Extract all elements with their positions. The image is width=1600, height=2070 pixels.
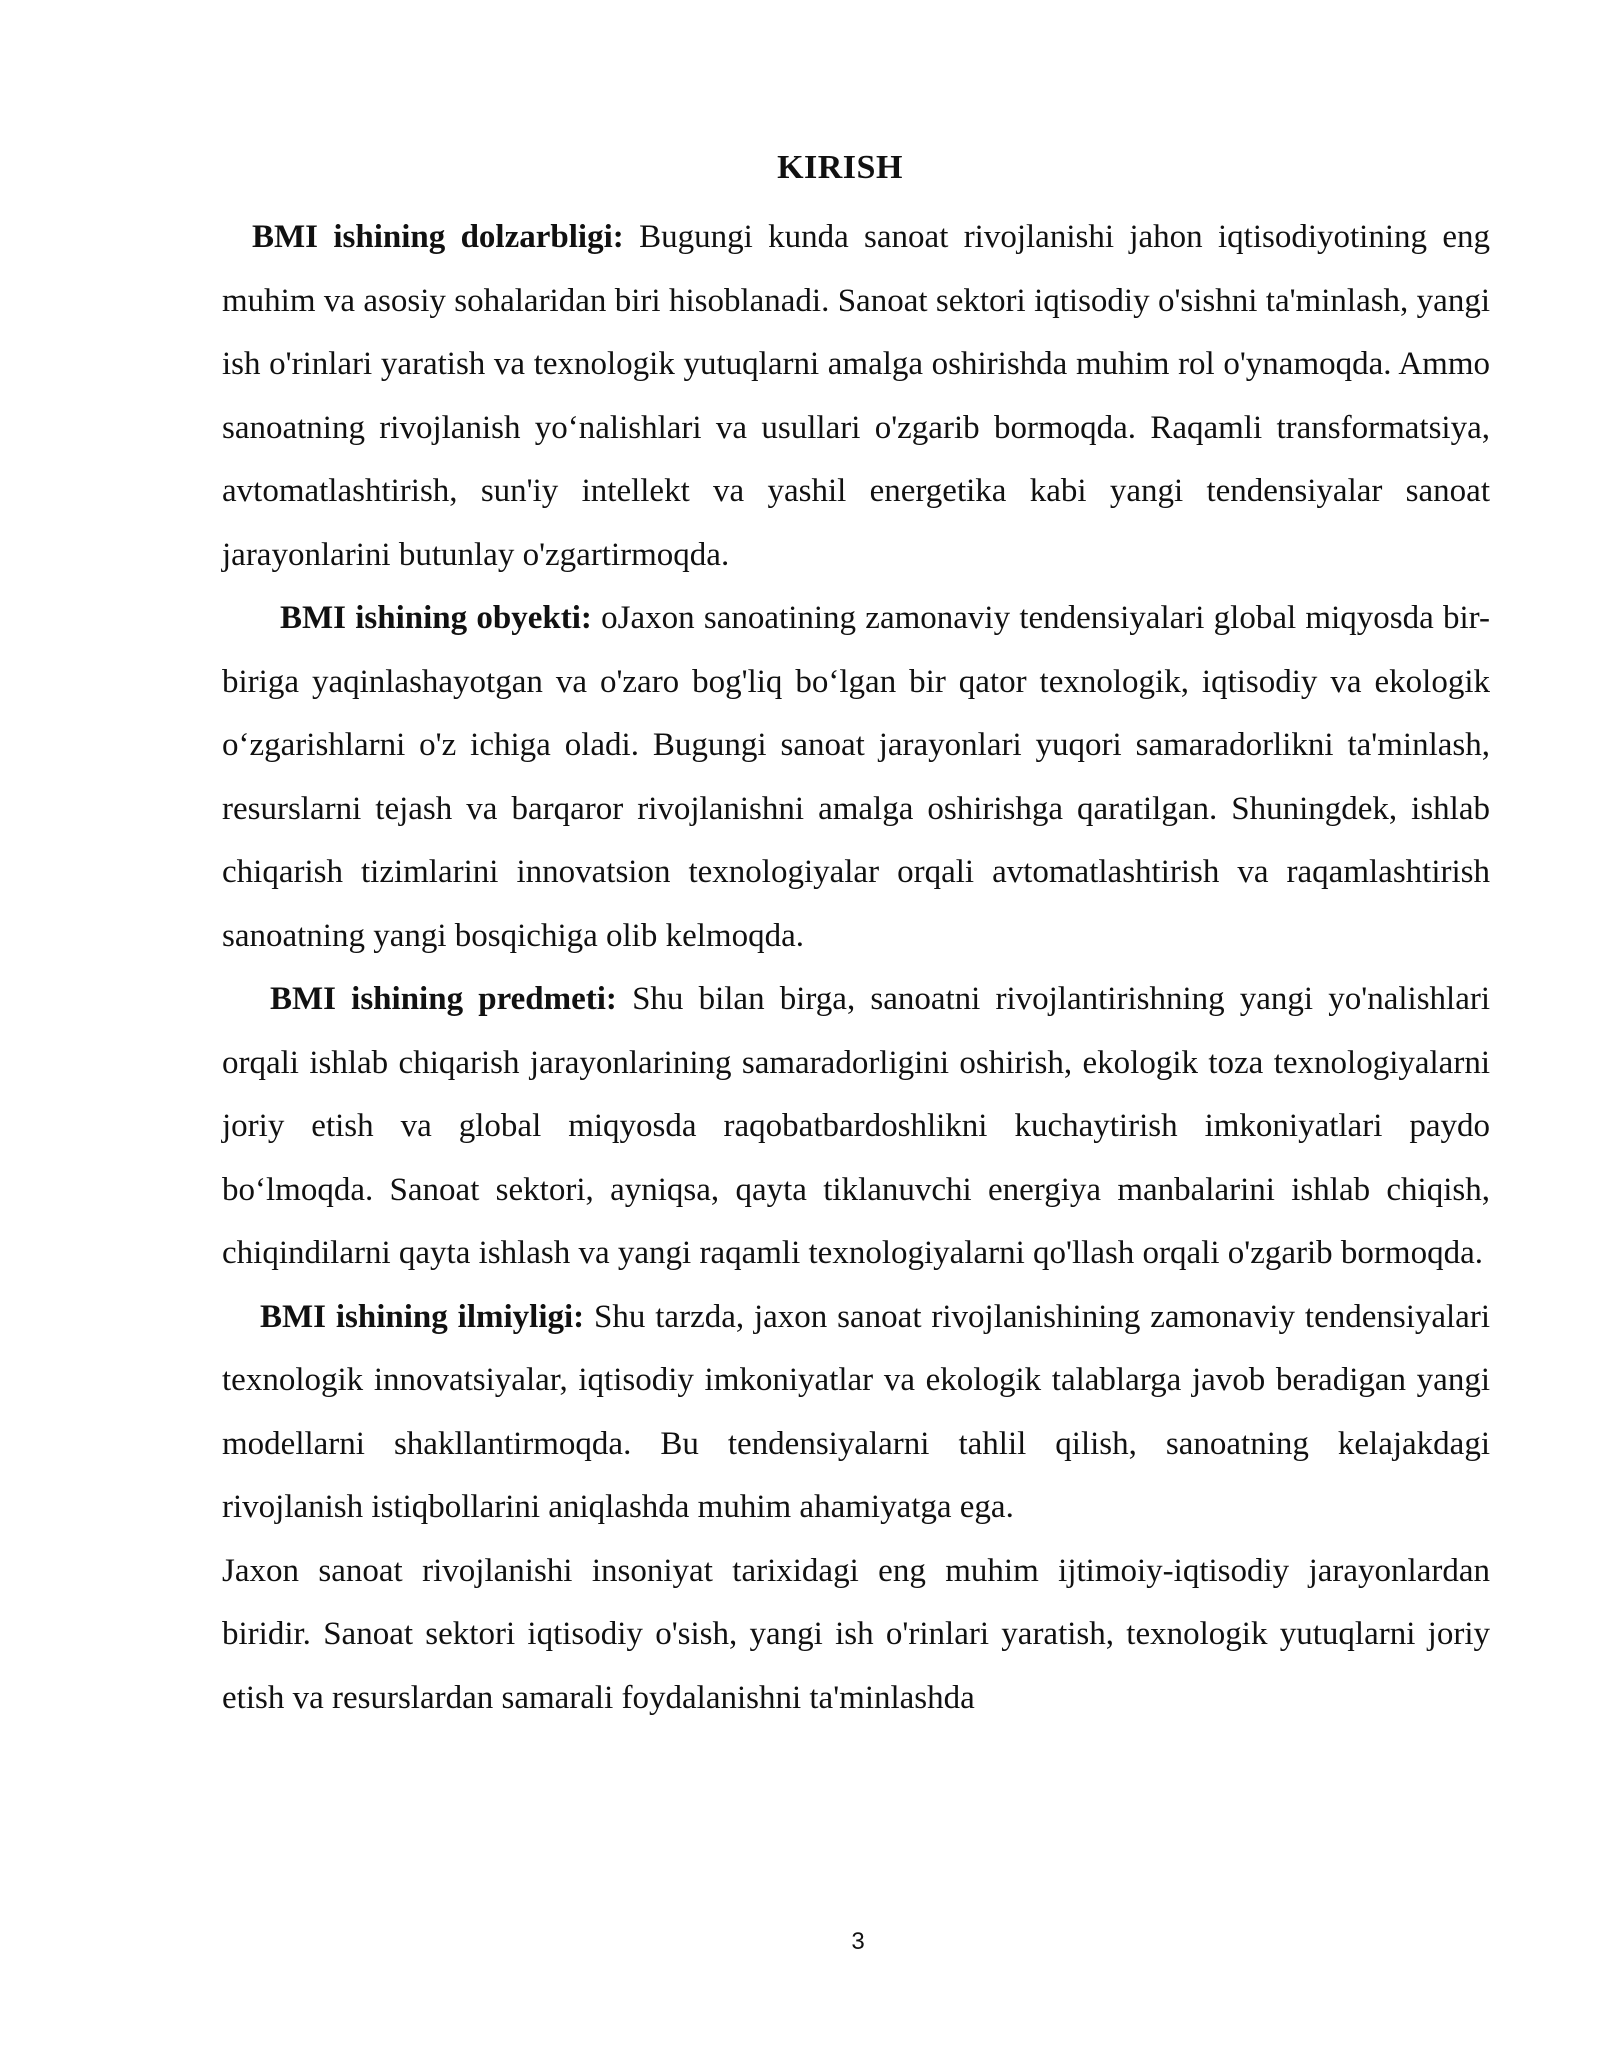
paragraph-lead: BMI ishining predmeti:	[270, 981, 617, 1017]
paragraph-continuation	[222, 1540, 1490, 1731]
paragraph-lead: BMI ishining ilmiyligi:	[260, 1298, 585, 1335]
paragraph-relevance	[222, 206, 1490, 587]
page-number: 3	[851, 1928, 865, 1955]
paragraph-object	[222, 587, 1490, 968]
paragraph-text: Shu tarzda, jaxon sanoat rivojlanishining zamonaviy tendensiyalari texnologik innovatsiyalar, iqtisodiy imkoniyatlar va ekologik talablarga javob beradigan yangi modellarni shakllantirmoqda. Bu tendensiyalarni tahlil qilish, sanoatning kelajakdagi rivojlanish istiqbollarini aniqlashda muhim ahamiyatga ega.	[222, 1298, 1490, 1525]
paragraph-scientific	[222, 1286, 1490, 1540]
paragraph-text: Shu bilan birga, sanoatni rivojlantirishning yangi yo'nalishlari orqali ishlab chiqarish jarayonlarining samaradorligini oshirish, ekologik toza texnologiyalarni joriy etish va global miqyosda raqobatbardoshlikni kuchaytirish imkoniyatlari paydo bo‘lmoqda. Sanoat sektori, ayniqsa, qayta tiklanuvchi energiya manbalarini ishlab chiqish, chiqindilarni qayta ishlash va yangi raqamli texnologiyalarni qo'llash orqali o'zgarib bormoqda.	[222, 981, 1491, 1271]
paragraph-text: Bugungi kunda sanoat rivojlanishi jahon iqtisodiyotining eng muhim va asosiy sohalaridan biri hisoblanadi. Sanoat sektori iqtisodiy o'sishni ta'minlash, yangi ish o'rinlari yaratish va texnologik yutuqlarni amalga oshirishda muhim rol o'ynamoqda. Ammo sanoatning rivojlanish yo‘nalishlari va usullari o'zgarib bormoqda. Raqamli transformatsiya, avtomatlashtirish, sun'iy intellekt va yashil energetika kabi yangi tendensiyalar sanoat jarayonlarini butunlay o'zgartirmoqda.	[222, 219, 1490, 573]
paragraph-text: oJaxon sanoatining zamonaviy tendensiyalari global miqyosda bir-biriga yaqinlashayotgan va o'zaro bog'liq bo‘lgan bir qator texnologik, iqtisodiy va ekologik o‘zgarishlarni o'z ichiga oladi. Bugungi sanoat jarayonlari yuqori samaradorlikni ta'minlash, resurslarni tejash va barqaror rivojlanishni amalga oshirishga qaratilgan. Shuningdek, ishlab chiqarish tizimlarini innovatsion texnologiyalar orqali avtomatlashtirish va raqamlashtirish sanoatning yangi bosqichiga olib kelmoqda.	[222, 600, 1490, 954]
paragraph-subject	[222, 968, 1490, 1286]
paragraph-lead: BMI ishining obyekti:	[280, 600, 592, 636]
page-title: KIRISH	[777, 149, 903, 186]
document-body	[222, 206, 1490, 1730]
paragraph-lead: BMI ishining dolzarbligi:	[252, 219, 624, 255]
paragraph-text: Jaxon sanoat rivojlanishi insoniyat tarixidagi eng muhim ijtimoiy-iqtisodiy jarayonlardan biridir. Sanoat sektori iqtisodiy o'sish, yangi ish o'rinlari yaratish, texnologik yutuqlarni joriy etish va resurslardan samarali foydalanishni ta'minlashda	[222, 1552, 1490, 1716]
